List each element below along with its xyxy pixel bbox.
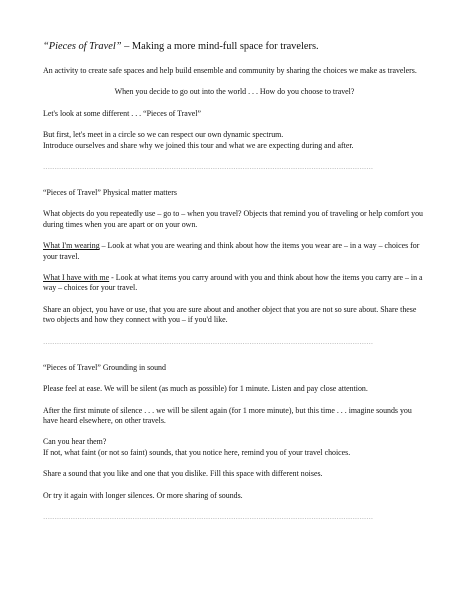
- document-title: [43, 40, 426, 53]
- divider-3: ------------------------------------------------------------------------------------------------------------------------------------------------: [43, 514, 374, 520]
- intro-question: When you decide to go out into the world . . . How do you choose to travel?: [114, 87, 355, 97]
- sound-hear-line2: If not, what faint (or not so faint) sounds, that you notice here, remind you of your travel choices.: [43, 447, 351, 457]
- sound-imagine: After the first minute of silence . . . we will be silent again (for 1 more minute), but this time . . . imagine sounds you have heard elsewhere, on other travels.: [43, 405, 412, 425]
- physical-share: Share an object, you have or use, that you are sure about and another object that you are not so sure about. Share these two objects and how they connect with you – if you'd like.: [43, 304, 417, 325]
- intro-look: Let's look at some different . . . “Pieces of Travel”: [43, 108, 201, 118]
- physical-wearing: [43, 241, 426, 262]
- physical-have: [43, 273, 426, 294]
- wearing-label: What I'm wearing: [43, 241, 100, 251]
- physical-heading: “Pieces of Travel” Physical matter matters: [43, 188, 177, 198]
- sound-share: Share a sound that you like and one that you dislike. Fill this space with different noises.: [43, 469, 323, 479]
- intro-paragraph: An activity to create safe spaces and help build ensemble and community by sharing the choices we make as travelers.: [43, 66, 417, 75]
- have-text: - Look at what items you carry around with you and think about how the items you carry are – in a way – choices for your travel.: [43, 273, 423, 293]
- title-rest: – Making a more mind-full space for travelers.: [121, 41, 319, 52]
- wearing-text: – Look at what you are wearing and think about how the items you wear are – in a way – choices for your travel.: [43, 241, 420, 261]
- sound-heading: “Pieces of Travel” Grounding in sound: [43, 362, 166, 372]
- sound-silence: Please feel at ease. We will be silent (as much as possible) for 1 minute. Listen and pay close attention.: [43, 384, 368, 394]
- have-label: What I have with me: [43, 273, 110, 283]
- title-italic: “Pieces of Travel”: [43, 41, 122, 52]
- divider-2: ------------------------------------------------------------------------------------------------------------------------------------------------: [43, 339, 374, 345]
- sound-hear-line1: Can you hear them?: [43, 437, 107, 447]
- physical-intro: What objects do you repeatedly use – go to – when you travel? Objects that remind you of traveling or help comfort you during times when you are apart or on your own.: [43, 209, 423, 229]
- intro-circle-line2: Introduce ourselves and share why we joined this tour and what we are expecting during and after.: [43, 140, 354, 150]
- divider-1: ------------------------------------------------------------------------------------------------------------------------------------------------: [43, 165, 374, 171]
- sound-again: Or try it again with longer silences. Or more sharing of sounds.: [43, 490, 243, 500]
- intro-circle-line1: But first, let's meet in a circle so we can respect our own dynamic spectrum.: [43, 130, 284, 140]
